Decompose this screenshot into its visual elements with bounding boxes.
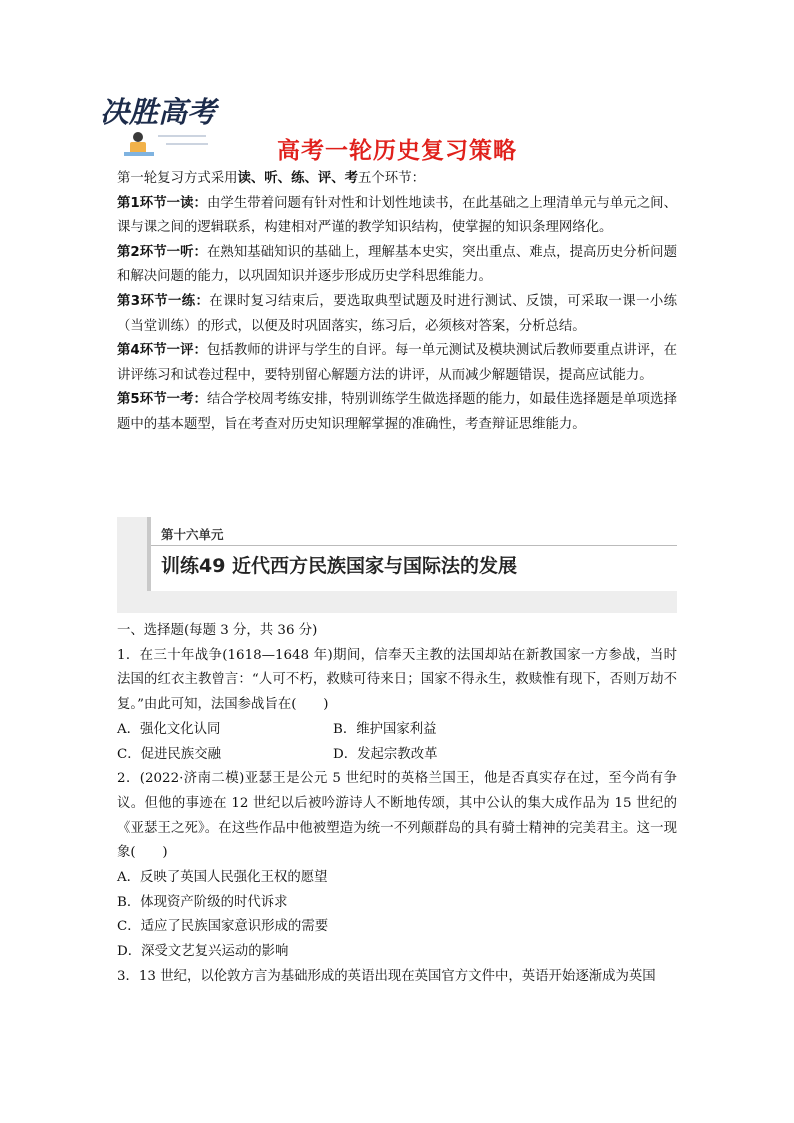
question-stem: 1．在三十年战争(1618—1648 年)期间，信奉天主教的法国却站在新教国家一方参战，当时法国的红衣主教曾言：“人可不朽，救赎可待来日；国家不得永生，救赎惟有现下，否则万劫不复。”由此可知，法国参战旨在( ): [117, 647, 677, 713]
option-d: D．深受文艺复兴运动的影响: [117, 944, 289, 960]
step-label: 第1环节一读：: [117, 195, 207, 211]
options-row: [117, 743, 677, 768]
intro-paragraph: [117, 167, 677, 192]
question-stem: 2．(2022·济南二模)亚瑟王是公元 5 世纪时的英格兰国王，他是否真实存在过，至今尚有争议。但他的事迹在 12 世纪以后被吟游诗人不断地传颂，其中公认的集大成作品为 15 世纪的《亚瑟王之死》。在这些作品中他被塑造为统一不列颠群岛的具有骑士精神的完美君主。这一现象( ): [117, 771, 677, 861]
option-a: A．强化文化认同: [117, 721, 221, 737]
option-d: D．发起宗教改革: [333, 746, 438, 762]
unit-banner-inner: [147, 517, 677, 591]
option-c: C．适应了民族国家意识形成的需要: [117, 919, 329, 935]
questions-section: [117, 619, 677, 990]
option-a: A．反映了英国人民强化王权的愿望: [117, 870, 328, 886]
step-paragraph: [117, 290, 677, 339]
step-text: 在课时复习结束后，要选取典型试题及时进行测试、反馈，可采取一课一小练（当堂训练）的形式，以便及时巩固落实，练习后，必须核对答案，分析总结。: [117, 293, 677, 334]
step-label: 第2环节一听：: [117, 244, 207, 260]
step-label: 第5环节一考：: [117, 392, 207, 408]
strategy-section: [117, 167, 677, 438]
step-paragraph: [117, 241, 677, 290]
step-paragraph: [117, 388, 677, 437]
step-label: 第4环节一评：: [117, 343, 207, 359]
intro-bold: 读、听、练、评、考: [237, 171, 359, 186]
step-text: 由学生带着问题有针对性和计划性地读书，在此基础之上理清单元与单元之间、课与课之间的逻辑联系，构建相对严谨的教学知识结构，使掌握的知识条理网络化。: [117, 195, 677, 236]
banner-divider: [151, 545, 677, 546]
unit-banner: [117, 517, 677, 613]
logo-text: 决胜高考: [100, 95, 217, 129]
question-stem: 3．13 世纪，以伦敦方言为基础形成的英语出现在英国官方文件中，英语开始逐渐成为英国: [117, 968, 656, 984]
option-b: B．体现资产阶级的时代诉求: [117, 894, 288, 910]
step-text: 包括教师的讲评与学生的自评。每一单元测试及模块测试后教师要重点讲评，在讲评练习和试卷过程中，要特别留心解题方法的讲评，从而减少解题错误，提高应试能力。: [117, 343, 677, 383]
unit-label: 第十六单元: [161, 527, 224, 542]
intro-prefix: 第一轮复习方式采用: [117, 171, 238, 186]
step-paragraph: [117, 339, 677, 388]
intro-suffix: 五个环节：: [358, 171, 425, 186]
option-c: C．促进民族交融: [117, 746, 221, 762]
step-label: 第3环节一练：: [117, 293, 210, 309]
step-text: 在熟知基础知识的基础上，理解基本史实，突出重点、难点，提高历史分析问题和解决问题的能力，以巩固知识并逐步形成历史学科思维能力。: [117, 244, 677, 285]
page-title: 高考一轮历史复习策略: [277, 138, 517, 164]
options-row: [117, 718, 677, 743]
step-text: 结合学校周考练安排，特别训练学生做选择题的能力，如最佳选择题是单项选择题中的基本题型，旨在考查对历史知识理解掌握的准确性，考查辩证思维能力。: [117, 392, 677, 432]
training-title: 训练49 近代西方民族国家与国际法的发展: [161, 555, 518, 577]
step-paragraph: [117, 192, 677, 241]
option-b: B．维护国家利益: [333, 721, 437, 737]
section-heading: 一、选择题(每题 3 分，共 36 分): [117, 623, 318, 638]
